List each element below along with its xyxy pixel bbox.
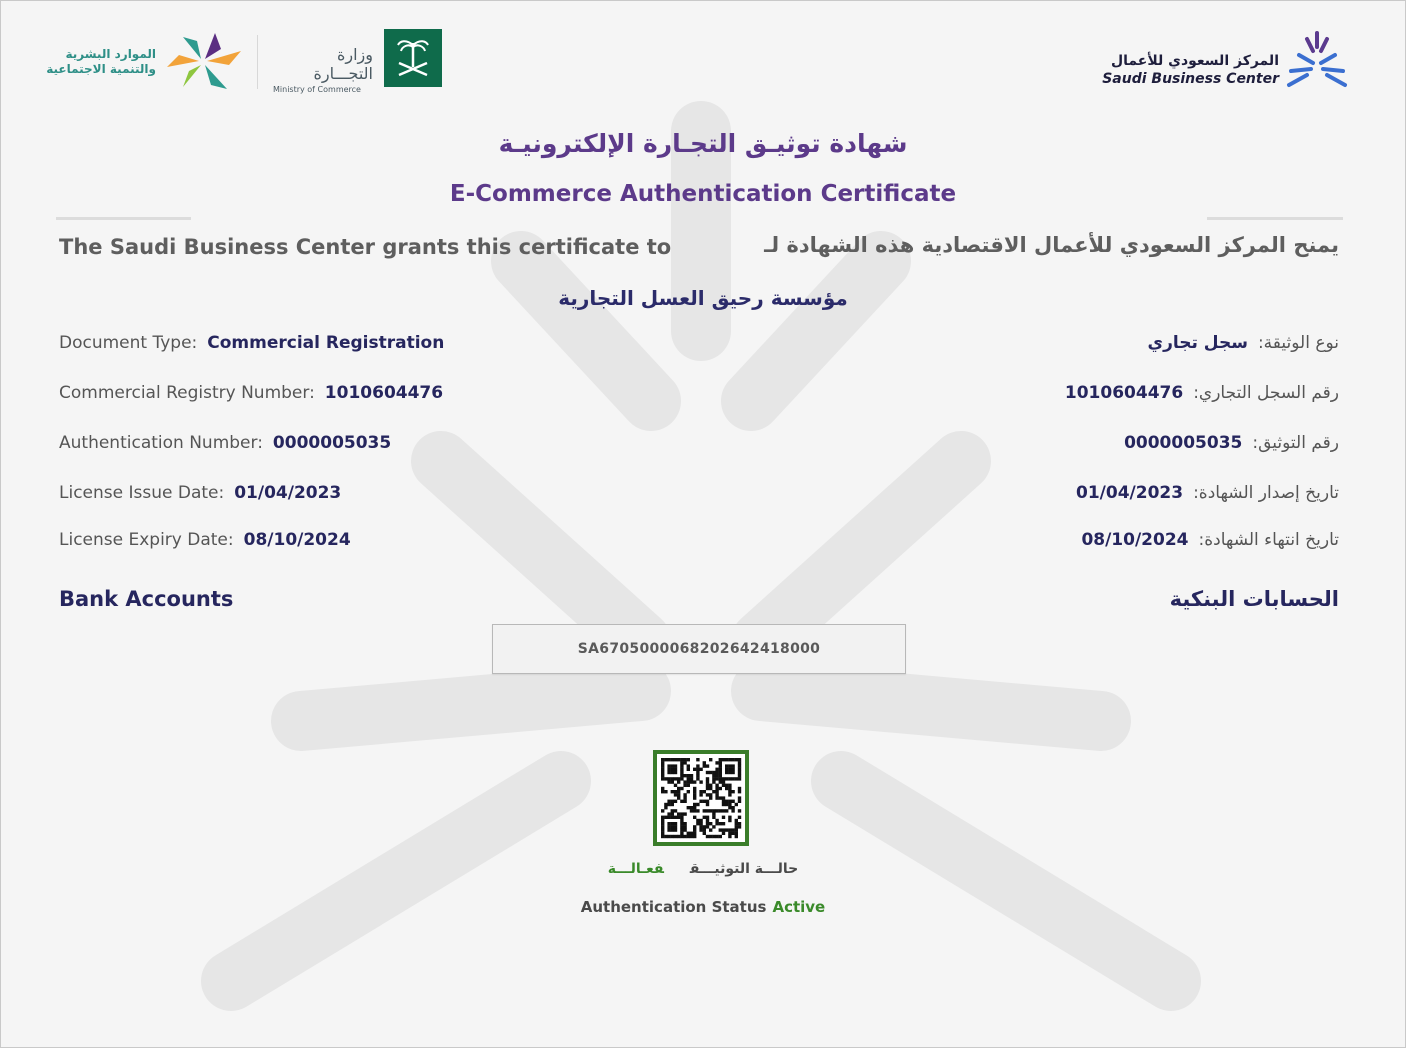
status-value-en: Active	[772, 898, 826, 916]
authentication-status-english	[1, 898, 1405, 916]
bank-accounts-heading-ar: الحسابات البنكية	[1169, 587, 1339, 611]
hrsd-star-logo-icon	[163, 29, 245, 93]
field-value: 08/10/2024	[1081, 530, 1189, 550]
field-value: سجل تجاري	[1147, 333, 1248, 353]
field-issue-date-ar	[1076, 483, 1339, 503]
field-expiry-date-ar	[1081, 530, 1339, 550]
field-label: Document Type:	[59, 333, 198, 353]
sbc-logo-text	[1102, 53, 1279, 87]
field-label: Authentication Number:	[59, 433, 263, 453]
field-label: رقم التوثيق:	[1252, 433, 1339, 453]
certificate-title-arabic: شهادة توثيـق التجـارة الإلكترونيـة	[498, 129, 908, 158]
field-value: 0000005035	[1124, 433, 1243, 453]
logo-separator	[257, 35, 258, 89]
iban-value: SA6705000068202642418000	[577, 641, 821, 657]
field-issue-date-en	[59, 483, 341, 503]
sbc-logo-icon	[1285, 29, 1349, 89]
field-label: License Expiry Date:	[59, 530, 234, 550]
field-document-type-en	[59, 333, 444, 353]
certificate-title-english: E-Commerce Authentication Certificate	[449, 181, 957, 207]
field-label: License Issue Date:	[59, 483, 225, 503]
field-expiry-date-en	[59, 530, 351, 550]
field-registry-number-en	[59, 383, 443, 403]
status-label-ar: حالـــة التوثيـــق	[689, 861, 799, 877]
field-value: Commercial Registration	[207, 333, 445, 353]
field-registry-number-ar	[1065, 383, 1339, 403]
moc-logo-english: Ministry of Commerce	[273, 85, 361, 94]
status-label-en: Authentication Status	[580, 898, 767, 916]
field-document-type-ar	[1147, 333, 1339, 353]
saudi-emblem-icon	[384, 29, 442, 87]
field-label: تاريخ إصدار الشهادة:	[1193, 483, 1339, 503]
sbc-logo-english: Saudi Business Center	[1102, 71, 1279, 87]
grant-statement-arabic: يمنح المركز السعودي للأعمال الاقتصادية هذه الشهادة لـ	[764, 233, 1339, 257]
hrsd-logo-text	[46, 47, 156, 77]
field-value: 01/04/2023	[1076, 483, 1184, 503]
bank-accounts-heading-en: Bank Accounts	[59, 587, 234, 611]
field-label: Commercial Registry Number:	[59, 383, 315, 403]
field-authentication-number-ar	[1124, 433, 1339, 453]
field-authentication-number-en	[59, 433, 391, 453]
field-label: رقم السجل التجاري:	[1193, 383, 1339, 403]
entity-name: مؤسسة رحيق العسل التجارية	[558, 286, 848, 310]
field-value: 0000005035	[272, 433, 392, 453]
field-label: تاريخ انتهاء الشهادة:	[1198, 530, 1339, 550]
grant-statement-english: The Saudi Business Center grants this certificate to	[59, 235, 672, 259]
hrsd-logo-line2: والتنمية الاجتماعية	[46, 62, 156, 76]
moc-logo-text	[273, 45, 373, 94]
status-value-ar: فعـالـــة	[607, 861, 664, 877]
sbc-logo-arabic: المركز السعودي للأعمال	[1111, 53, 1279, 69]
field-value: 1010604476	[1064, 383, 1184, 403]
field-value: 1010604476	[324, 383, 444, 403]
iban-field	[492, 624, 906, 674]
divider-right	[1207, 217, 1343, 220]
qr-code-icon	[657, 754, 745, 842]
authentication-status-arabic	[1, 861, 1405, 877]
moc-logo-arabic: وزارة التجـــارة	[313, 45, 373, 83]
field-label: نوع الوثيقة:	[1257, 333, 1339, 353]
divider-left	[56, 217, 191, 220]
verification-qr-code[interactable]	[653, 750, 749, 846]
field-value: 08/10/2024	[243, 530, 351, 550]
field-value: 01/04/2023	[234, 483, 342, 503]
hrsd-logo-line1: الموارد البشرية	[65, 47, 156, 61]
